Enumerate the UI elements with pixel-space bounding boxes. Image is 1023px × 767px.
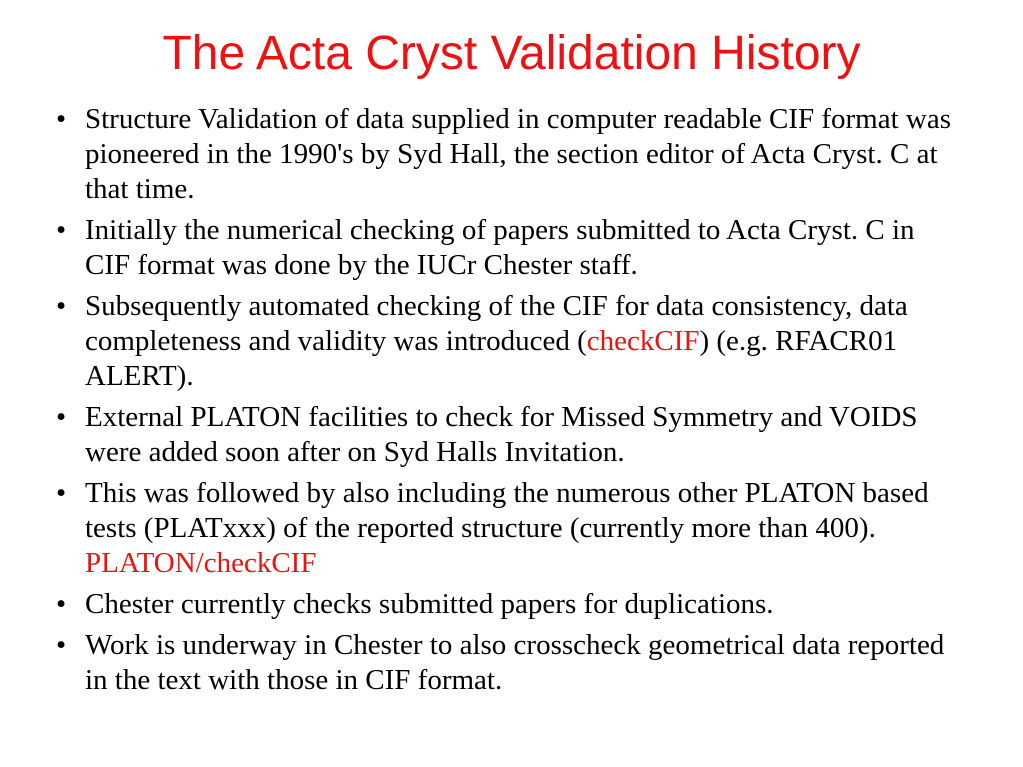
slide-title: The Acta Cryst Validation History (162, 27, 861, 80)
bullet-item (56, 587, 966, 622)
bullet-text: Work is underway in Chester to also crosscheck geometrical data reported in the text with those in CIF format. (85, 629, 945, 696)
bullet-text: Chester currently checks submitted papers for duplications. (85, 588, 774, 620)
bullet-text-pre: Subsequently automated checking of the CIF for data consistency, data completeness and validity was introduced ( (85, 290, 908, 357)
bullet-dot-icon: • (56, 477, 67, 509)
bullet-text-pre: This was followed by also including the numerous other PLATON based tests (PLATxxx) of the reported structure (currently more than 400). (85, 477, 929, 544)
bullet-dot-icon: • (56, 401, 67, 433)
bullet-dot-icon: • (56, 290, 67, 322)
bullet-item (56, 400, 966, 470)
bullet-text: Structure Validation of data supplied in computer readable CIF format was pioneered in the 1990's by Syd Hall, the section editor of Acta Cryst. C at that time. (85, 103, 952, 205)
bullet-text (85, 477, 929, 579)
bullet-text: Initially the numerical checking of papers submitted to Acta Cryst. C in CIF format was done by the IUCr Chester staff. (85, 214, 915, 281)
bullet-item (56, 628, 966, 698)
bullet-dot-icon: • (56, 103, 67, 135)
bullet-text-post: ) (e.g. RFACR01 ALERT). (85, 325, 898, 392)
bullet-item (56, 476, 966, 581)
bullet-item (56, 102, 966, 207)
bullet-dot-icon: • (56, 629, 67, 661)
bullet-text (85, 290, 908, 392)
bullet-text: External PLATON facilities to check for Missed Symmetry and VOIDS were added soon after on Syd Halls Invitation. (85, 401, 918, 468)
checkcif-link[interactable]: checkCIF (586, 325, 700, 357)
platon-checkcif-link[interactable]: PLATON/checkCIF (85, 547, 317, 579)
bullet-list (56, 102, 966, 704)
bullet-item (56, 289, 966, 394)
bullet-dot-icon: • (56, 588, 67, 620)
bullet-dot-icon: • (56, 214, 67, 246)
bullet-item (56, 213, 966, 283)
